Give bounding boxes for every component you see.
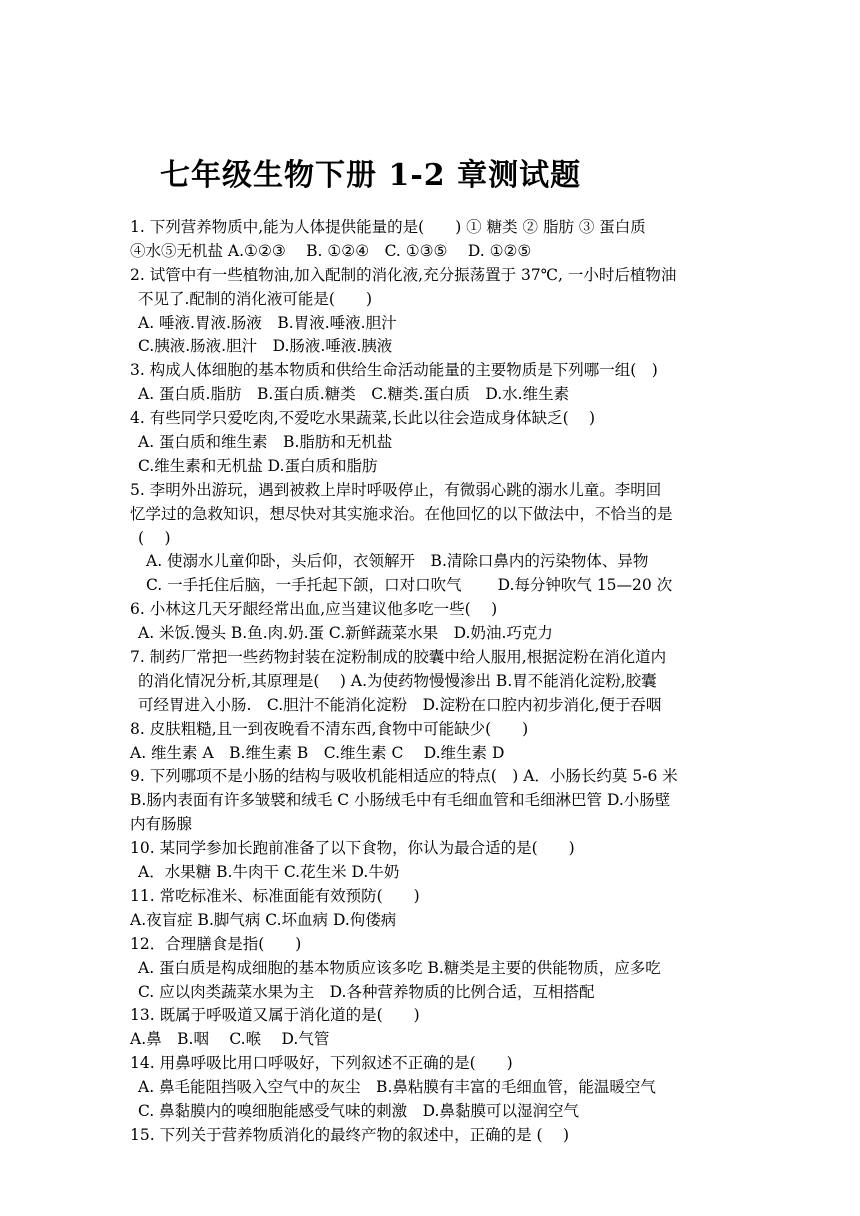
question-line: 12．合理膳食是指( ) <box>130 934 302 953</box>
question-line: C. 鼻黏膜内的嗅细胞能感受气味的刺激 D.鼻黏膜可以湿润空气 <box>138 1101 579 1120</box>
question-line: A. 维生素 A B.维生素 B C.维生素 C D.维生素 D <box>130 743 505 762</box>
question-line: A.夜盲症 B.脚气病 C.坏血病 D.佝偻病 <box>130 910 397 929</box>
page-title: 七年级生物下册 1-2 章测试题 <box>160 158 582 193</box>
question-line: 15. 下列关于营养物质消化的最终产物的叙述中，正确的是 ( ) <box>130 1125 570 1144</box>
question-line: A. 蛋白质是构成细胞的基本物质应该多吃 B.糖类是主要的供能物质，应多吃 <box>138 958 661 977</box>
question-line: ④水⑤无机盐 A.①②③ B. ①②④ C. ①③⑤ D. ①②⑤ <box>130 241 532 260</box>
question-line: 8. 皮肤粗糙,且一到夜晚看不清东西,食物中可能缺少( ) <box>130 719 529 738</box>
question-line: 11. 常吃标准米、标准面能有效预防( ) <box>130 886 420 905</box>
question-line: 内有肠腺 <box>130 815 193 834</box>
question-line: A. 蛋白质和维生素 B.脂肪和无机盐 <box>138 433 393 452</box>
question-line: 7. 制药厂常把一些药物封装在淀粉制成的胶囊中给人服用,根据淀粉在消化道内 <box>130 648 667 667</box>
question-line: C.胰液.肠液.胆汁 D.肠液.唾液.胰液 <box>138 337 393 356</box>
question-line: 3. 构成人体细胞的基本物质和供给生命活动能量的主要物质是下列哪一组( ) <box>130 361 658 380</box>
question-line: C.维生素和无机盐 D.蛋白质和脂肪 <box>138 456 378 475</box>
question-line: 9. 下列哪项不是小肠的结构与吸收机能相适应的特点( ) A．小肠长约莫 5-6 米 <box>130 767 678 786</box>
question-line: 13. 既属于呼吸道又属于消化道的是( ) <box>130 1006 420 1025</box>
question-line: A. 米饭.馒头 B.鱼.肉.奶.蛋 C.新鲜蔬菜水果 D.奶油.巧克力 <box>138 624 553 643</box>
question-line: C. 应以肉类蔬菜水果为主 D.各种营养物质的比例合适，互相搭配 <box>138 982 595 1001</box>
question-line: A. 蛋白质.脂肪 B.蛋白质.糖类 C.糖类.蛋白质 D.水.维生素 <box>138 385 570 404</box>
question-line: A．水果糖 B.牛肉干 C.花生米 D.牛奶 <box>138 863 400 882</box>
question-line: 4. 有些同学只爱吃肉,不爱吃水果蔬菜,长此以往会造成身体缺乏( ) <box>130 409 596 428</box>
question-line: A.鼻 B.咽 C.喉 D.气管 <box>130 1030 330 1049</box>
question-line: 可经胃进入小肠. C.胆汁不能消化淀粉 D.淀粉在口腔内初步消化,便于吞咽 <box>138 695 662 714</box>
question-line: ( ) <box>138 528 171 547</box>
question-line: 忆学过的急救知识，想尽快对其实施求治。在他回忆的以下做法中，不恰当的是 <box>130 504 673 523</box>
question-line: 1. 下列营养物质中,能为人体提供能量的是( ) ① 糖类 ② 脂肪 ③ 蛋白质 <box>130 218 646 236</box>
question-line: A. 使溺水儿童仰卧，头后仰，衣领解开 B.清除口鼻内的污染物体、异物 <box>146 552 649 571</box>
question-line: 不见了.配制的消化液可能是( ) <box>138 289 373 308</box>
question-line: A. 鼻毛能阻挡吸入空气中的灰尘 B.鼻粘膜有丰富的毛细血管，能温暖空气 <box>138 1078 656 1097</box>
question-line: 10. 某同学参加长跑前准备了以下食物，你认为最合适的是( ) <box>130 839 575 858</box>
question-line: 的消化情况分析,其原理是( ) A.为使药物慢慢渗出 B.胃不能消化淀粉,胶囊 <box>138 671 657 690</box>
question-line: C. 一手托住后脑，一手托起下颌，口对口吹气 D.每分钟吹气 15—20 次 <box>146 576 673 595</box>
question-line: 2. 试管中有一些植物油,加入配制的消化液,充分振荡置于 37℃, 一小时后植物油 <box>130 265 677 284</box>
question-line: 5. 李明外出游玩，遇到被救上岸时呼吸停止，有微弱心跳的溺水儿童。李明回 <box>130 480 662 499</box>
question-line: A. 唾液.胃液.肠液 B.胃液.唾液.胆汁 <box>138 313 397 332</box>
question-line: 6. 小林这几天牙龈经常出血,应当建议他多吃一些( ) <box>130 600 498 619</box>
question-body <box>130 216 740 1148</box>
question-line: B.肠内表面有许多皱襞和绒毛 C 小肠绒毛中有毛细血管和毛细淋巴管 D.小肠壁 <box>130 791 671 810</box>
question-line: 14. 用鼻呼吸比用口呼吸好，下列叙述不正确的是( ) <box>130 1054 513 1073</box>
